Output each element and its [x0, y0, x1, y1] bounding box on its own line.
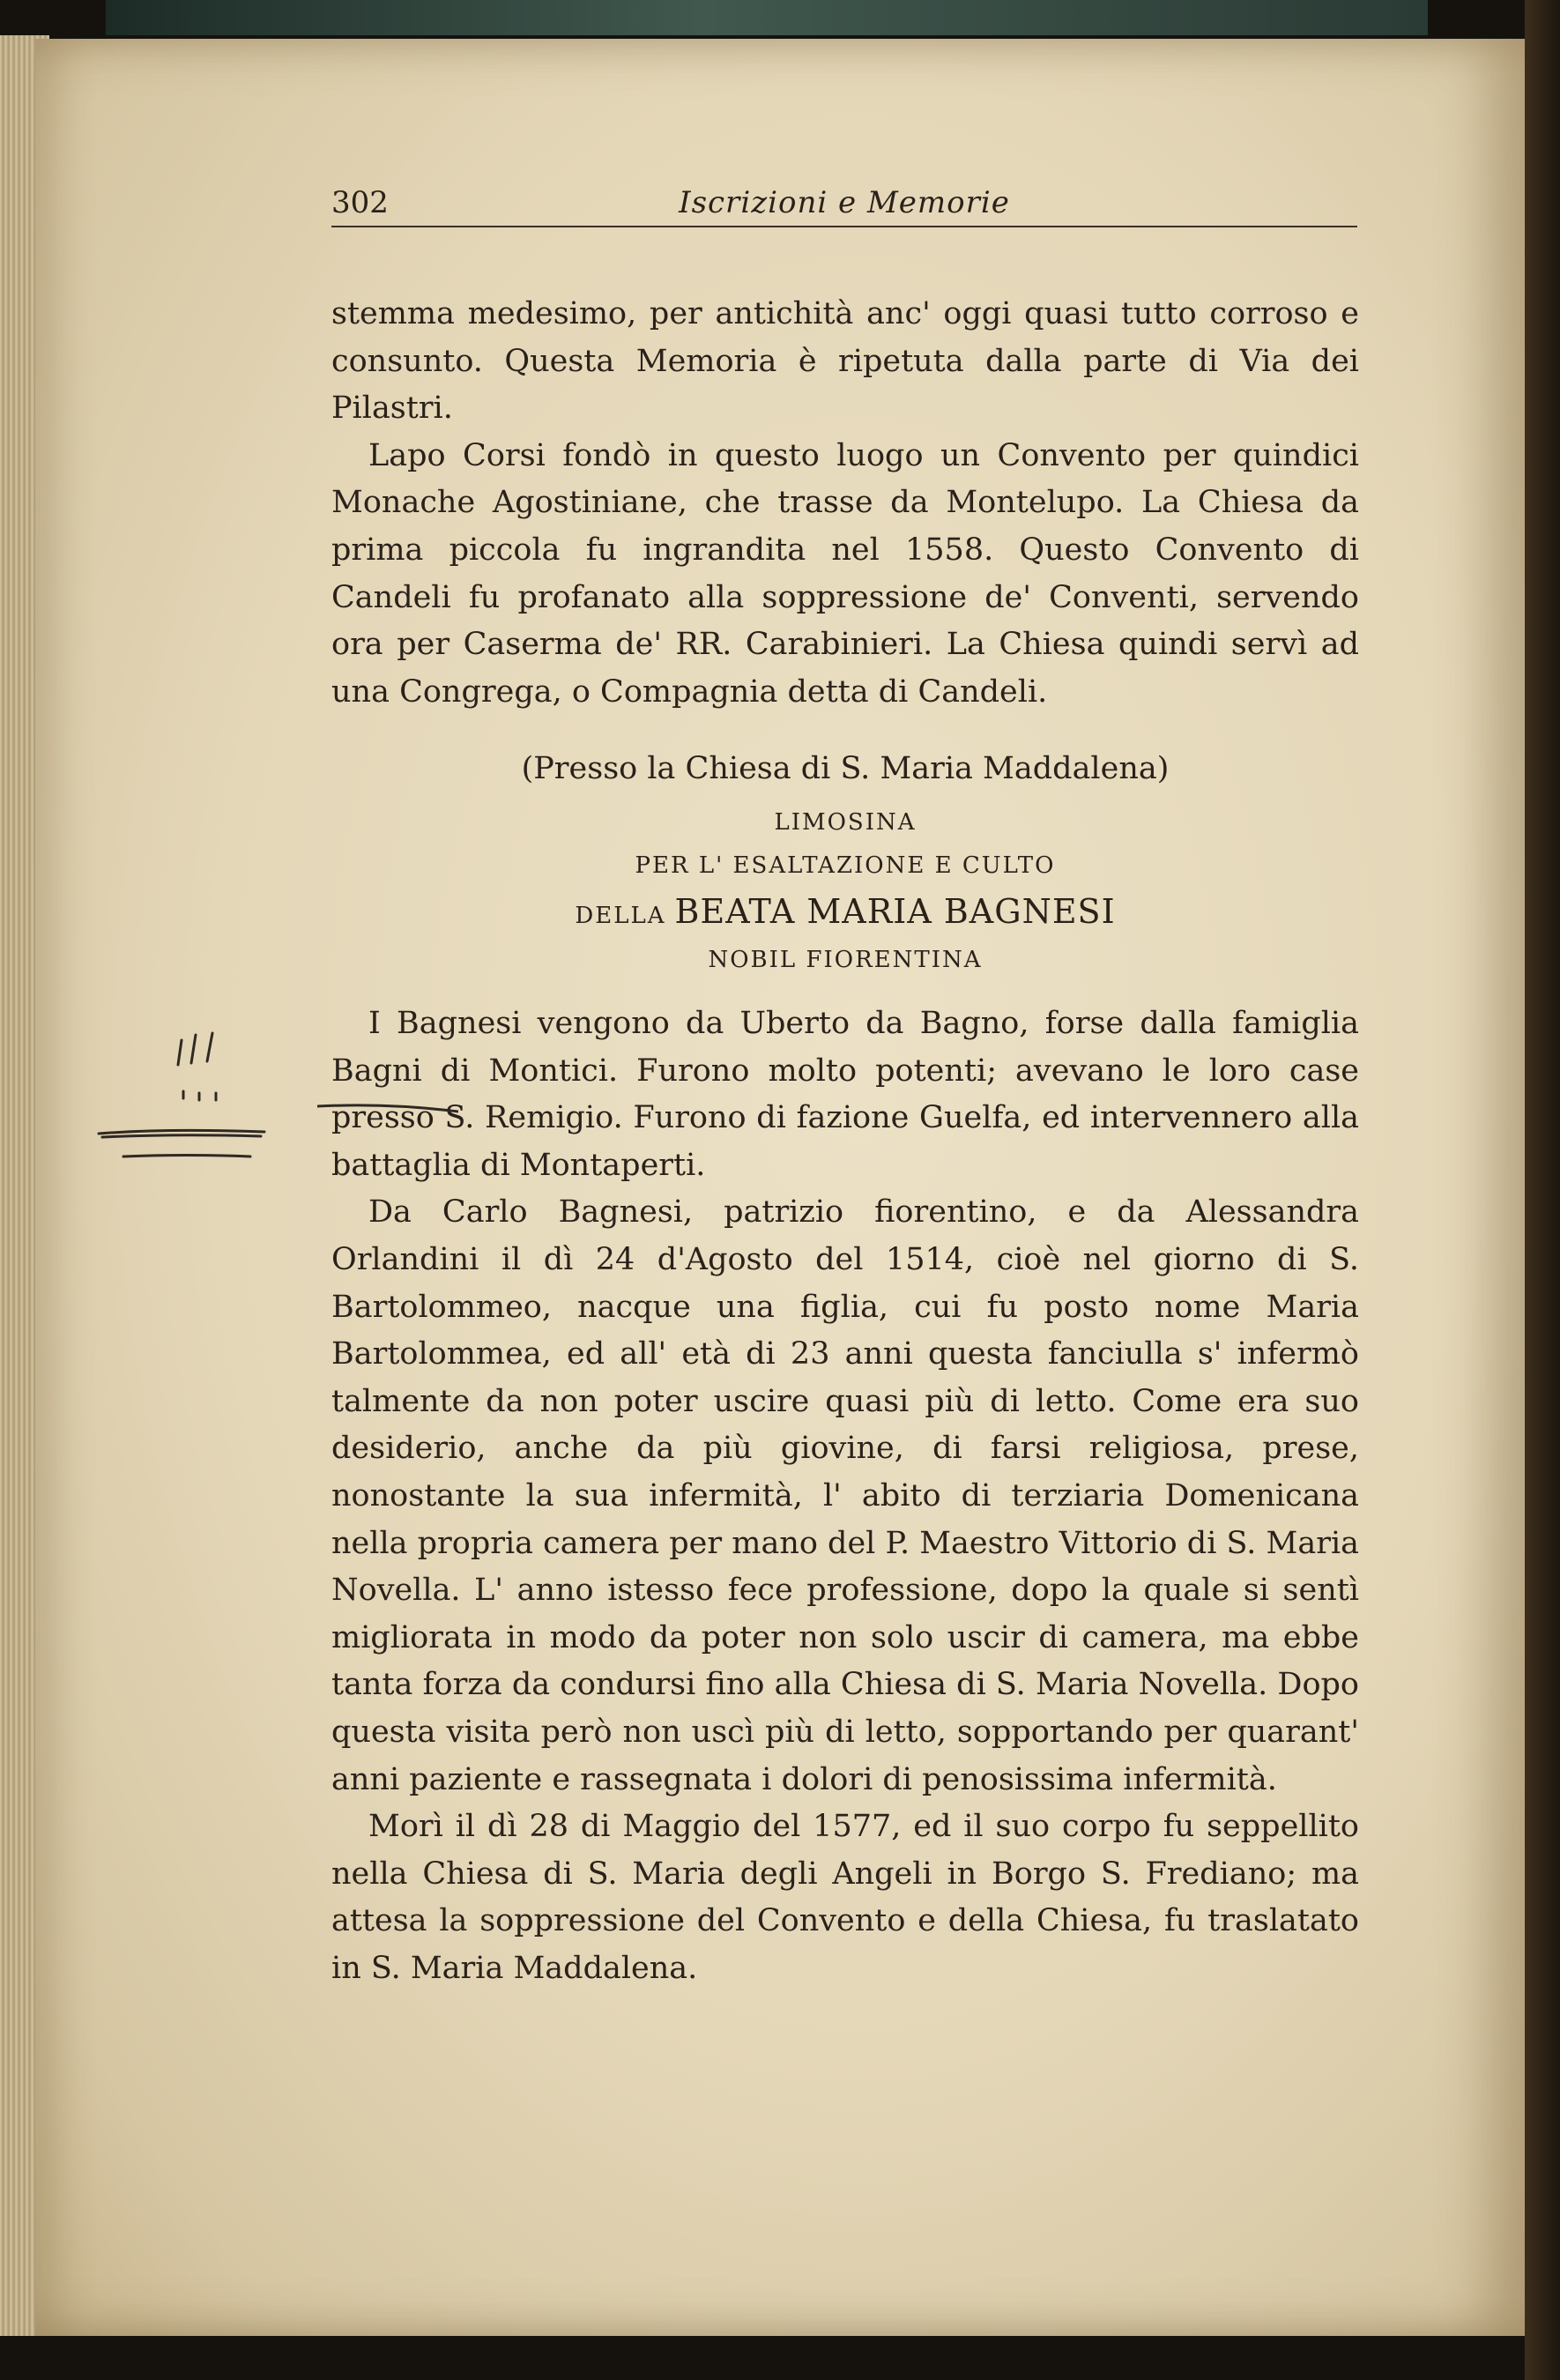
- inscription-line-3: [331, 892, 1359, 933]
- running-head: [331, 180, 1357, 227]
- handwritten-underline: [317, 1099, 458, 1117]
- paragraph-bagnesi-family: I Bagnesi vengono da Uberto da Bagno, forse dalla famiglia Bagni di Montici. Furono molto potenti; avevano le loro case presso S. Remigio. Furono di fazione Guelfa, ed intervennero alla battaglia di Montaperti.: [331, 1006, 1359, 1183]
- inscription-line-2: PER L' ESALTAZIONE E CULTO: [635, 852, 1056, 880]
- book-page: [35, 39, 1525, 2336]
- paragraph-continued: stemma medesimo, per antichità anc' oggi quasi tutto corroso e consunto. Questa Memoria è ripetuta dalla parte di Via dei Pilastri.: [331, 296, 1359, 427]
- page-header-title: Iscrizioni e Memorie: [679, 185, 1010, 220]
- paragraph-maria-life: Da Carlo Bagnesi, patrizio fiorentino, e da Alessandra Orlandini il dì 24 d'Agosto del 1514, cioè nel giorno di S. Bartolommeo, nacque una figlia, cui fu posto nome Maria Bartolommea, ed all' età di 23 anni questa fanciulla s' infermò talmente da non poter uscire quasi più di letto. Come era suo desiderio, anche da più giovine, di farsi religiosa, prese, nonostante la sua infermità, l' abito di terziaria Domenicana nella propria camera per mano del P. Maestro Vittorio di S. Maria Novella. L' anno istesso fece professione, dopo la quale si sentì migliorata in modo da poter non solo uscir di camera, ma ebbe tanta forza da condursi fino alla Chiesa di S. Maria Novella. Dopo questa visita però non uscì più di letto, sopportando per quarant' anni paziente e rassegnata i dolori di penosissima infermità.: [331, 1194, 1359, 1797]
- body-text: [331, 291, 1359, 1993]
- page-number: 302: [331, 185, 389, 220]
- binding-cloth: [106, 0, 1428, 35]
- paragraph-death: Morì il dì 28 di Maggio del 1577, ed il suo corpo fu seppellito nella Chiesa di S. Maria degli Angeli in Borgo S. Frediano; ma attesa la soppressione del Convento e della Chiesa, fu traslatato in S. Maria Maddalena.: [331, 1809, 1359, 1986]
- inscription-line-4: NOBIL FIORENTINA: [708, 946, 983, 973]
- book-spine: [1525, 0, 1560, 2380]
- location-note: (Presso la Chiesa di S. Maria Maddalena): [521, 751, 1170, 787]
- inscription: [331, 809, 1359, 974]
- paragraph-convent: Lapo Corsi fondò in questo luogo un Convento per quindici Monache Agostiniane, che trasse da Montelupo. La Chiesa da prima piccola fu ingrandita nel 1558. Questo Convento di Candeli fu profanato alla soppressione de' Conventi, servendo ora per Caserma de' RR. Carabinieri. La Chiesa quindi servì ad una Congrega, o Compagnia detta di Candeli.: [331, 437, 1359, 710]
- inscription-line-3-prefix: DELLA: [575, 903, 666, 930]
- inscription-line-1: LIMOSINA: [774, 808, 917, 836]
- inscription-line-3-main: BEATA MARIA BAGNESI: [674, 892, 1116, 932]
- handwritten-margin-marks: [88, 1023, 273, 1172]
